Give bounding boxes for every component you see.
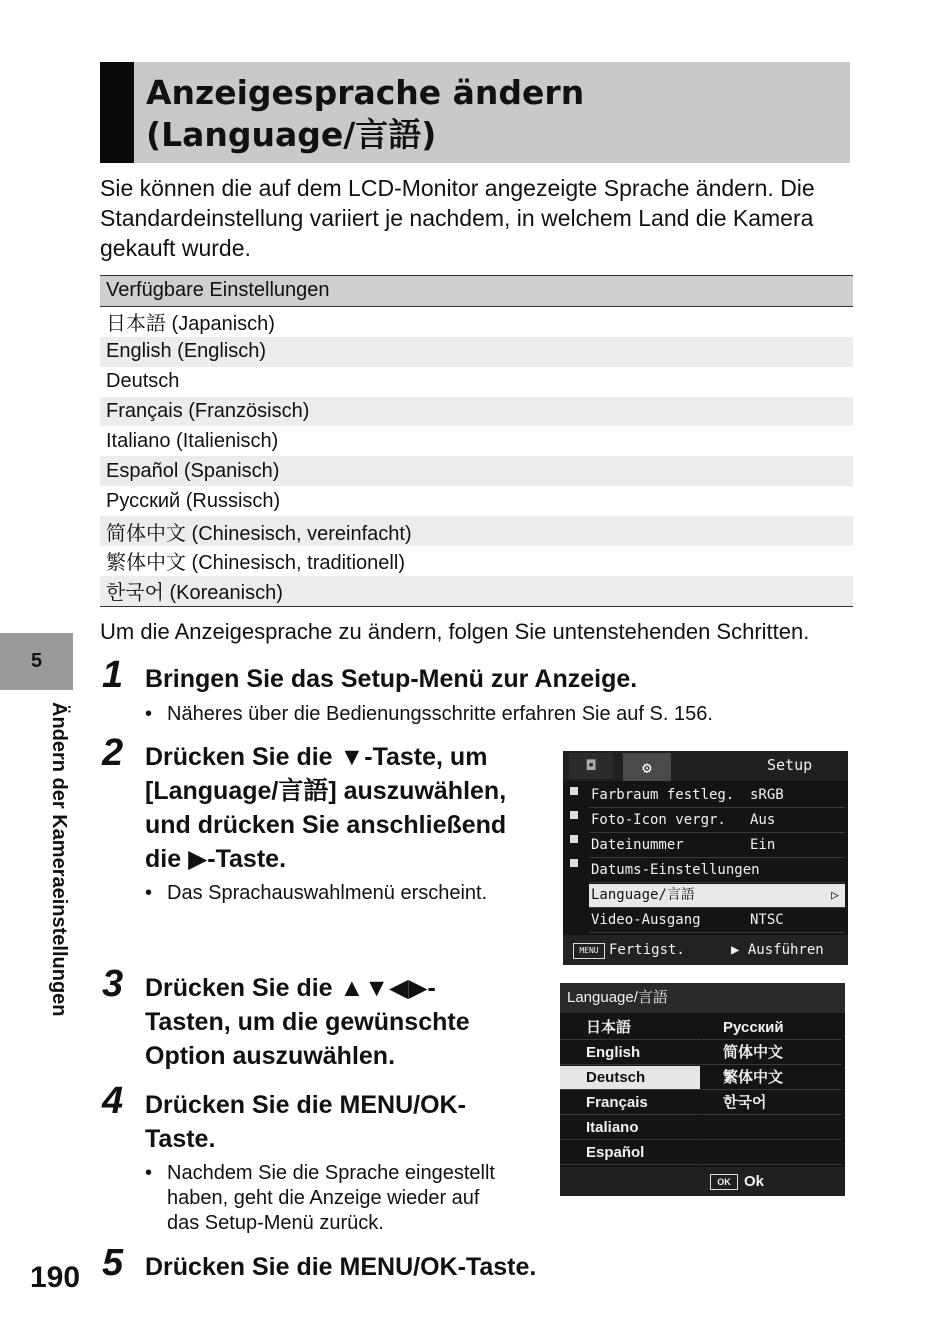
step-number: 4 [102, 1080, 124, 1122]
step-heading-line: Tasten, um die gewünschte [145, 1008, 470, 1036]
step-heading-line: Drücken Sie die ▼-Taste, um [145, 743, 488, 771]
table-header: Verfügbare Einstellungen [100, 276, 853, 307]
setup-row-label: Datums-Einstellungen [591, 862, 760, 878]
language-option: Español [560, 1141, 700, 1165]
step-heading-line: Drücken Sie die ▲▼◀▶- [145, 974, 436, 1002]
step-heading: Bringen Sie das Setup-Menü zur Anzeige. [145, 665, 638, 693]
ok-key-icon: OK [710, 1174, 738, 1190]
submenu-arrow-icon: ▷ [831, 888, 839, 903]
setup-row-value: Aus [750, 812, 776, 828]
table-row: 简体中文 (Chinesisch, vereinfacht) [100, 516, 853, 546]
step-heading-line: und drücken Sie anschließend [145, 811, 507, 839]
setup-menu-screen [563, 751, 848, 965]
camera-tab-icon: ◘ [569, 753, 613, 779]
step-bullet: • Das Sprachauswahlmenü erscheint. [145, 881, 487, 906]
chapter-tab: 5 [0, 633, 73, 690]
step-heading-line: Drücken Sie die MENU/OK- [145, 1091, 466, 1119]
setup-tab-icon: ⚙ [623, 753, 671, 781]
setup-row-label: Video-Ausgang [591, 912, 701, 928]
setup-row-label: Foto-Icon vergr. [591, 812, 726, 828]
setup-menu-footer [563, 935, 848, 965]
setup-row-label: Language/言語 [591, 887, 695, 903]
table-row: Español (Spanisch) [100, 456, 853, 486]
menu-key-icon: MENU [573, 943, 605, 959]
step-bullet-line: Nachdem Sie die Sprache eingestellt [167, 1162, 495, 1184]
step-heading [145, 971, 470, 1073]
step-heading-line: Taste. [145, 1125, 216, 1153]
step-bullet-line: haben, geht die Anzeige wieder auf [167, 1187, 480, 1209]
language-option-selected: Deutsch [560, 1066, 700, 1090]
step-heading-line: [Language/言語] auszuwählen, [145, 777, 507, 805]
footer-done-label: Fertigst. [609, 942, 685, 958]
section-title-block [100, 62, 850, 163]
setup-menu-row [589, 809, 845, 833]
page-indicator-icon [569, 787, 581, 927]
step-heading-line: die ▶-Taste. [145, 845, 287, 873]
page-number: 190 [30, 1261, 81, 1294]
setup-row-value: Ein [750, 837, 776, 853]
step-heading-line: Option auszuwählen. [145, 1042, 396, 1070]
table-row: Deutsch [106, 370, 180, 393]
language-option: 한국어 [701, 1091, 841, 1115]
chapter-title: Ändern der Kameraeinstellungen [48, 702, 70, 1017]
step-bullet: • Näheres über die Bedienungsschritte erfahren Sie auf S. 156. [145, 702, 713, 727]
settings-table [100, 275, 853, 607]
step-heading: Drücken Sie die MENU/OK-Taste. [145, 1253, 537, 1281]
setup-menu-tabs [563, 751, 848, 781]
footer-ok-label: Ok [744, 1173, 765, 1190]
step-bullet [145, 1161, 495, 1236]
step-bullet-line: das Setup-Menü zurück. [167, 1212, 384, 1234]
table-row: Italiano (Italienisch) [106, 429, 279, 452]
step-number: 2 [102, 732, 124, 774]
language-option: English [560, 1041, 700, 1065]
language-option: Italiano [560, 1116, 700, 1140]
language-option-empty [701, 1116, 841, 1140]
step-heading [145, 1088, 466, 1156]
language-option: Русский [701, 1016, 841, 1040]
language-option: 繁体中文 [701, 1066, 841, 1090]
setup-menu-row [589, 909, 845, 933]
steps-intro-text: Um die Anzeigesprache zu ändern, folgen Sie untenstehenden Schritten. [100, 619, 810, 644]
title-accent-bar [100, 62, 134, 163]
language-menu-footer [560, 1167, 845, 1196]
language-menu-title: Language/言語 [560, 983, 845, 1013]
setup-menu-row [589, 784, 845, 808]
intro-text: Sie können die auf dem LCD-Monitor angezeigte Sprache ändern. Die Standardeinstellung variiert je nachdem, in welchem Land die Kamera gekauft wurde. [100, 175, 815, 261]
page-title-line1: Anzeigesprache ändern [146, 73, 585, 112]
step-number: 3 [102, 963, 124, 1005]
table-row: English (Englisch) [100, 337, 853, 367]
setup-menu-row [589, 834, 845, 858]
setup-row-label: Farbraum festleg. [591, 787, 735, 803]
language-menu-screen [560, 983, 845, 1196]
setup-row-value: sRGB [750, 787, 784, 803]
step-number: 5 [102, 1242, 124, 1284]
setup-row-label: Dateinummer [591, 837, 684, 853]
setup-tab-label: Setup [767, 756, 813, 774]
table-row: Русский (Russisch) [106, 489, 281, 512]
table-row: 繁体中文 (Chinesisch, traditionell) [106, 552, 405, 575]
page-title [146, 72, 584, 156]
setup-menu-row [589, 859, 845, 883]
step-number: 1 [102, 654, 124, 696]
table-row: Français (Französisch) [100, 397, 853, 427]
step-heading [145, 740, 506, 876]
setup-menu-row-selected [589, 884, 845, 908]
page-title-line2: (Language/言語) [146, 115, 437, 154]
language-option: 简体中文 [701, 1041, 841, 1065]
language-option-empty [701, 1141, 841, 1165]
language-option: Français [560, 1091, 700, 1115]
language-option: 日本語 [560, 1016, 700, 1040]
setup-row-value: NTSC [750, 912, 784, 928]
table-row: 日本語 (Japanisch) [106, 313, 275, 336]
footer-execute-label: ▶ Ausführen [731, 942, 824, 958]
table-row: 한국어 (Koreanisch) [100, 576, 853, 606]
